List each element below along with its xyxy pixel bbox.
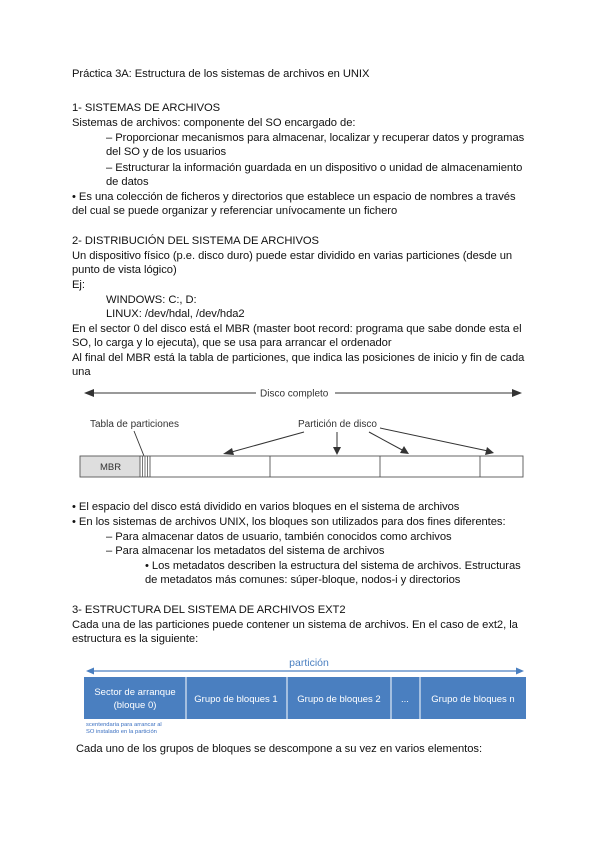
partition-arrow-head-right <box>516 668 524 675</box>
disk-partition-diagram <box>78 384 528 480</box>
disk-arrow-head-right <box>512 389 522 397</box>
section-2-dash-metadata: – Para almacenar los metadatos del sistema de archivos <box>106 545 385 557</box>
disk-arrow-head-left <box>84 389 94 397</box>
partition-table-pointer <box>134 431 144 456</box>
section-2-bullet-blocks: • El espacio del disco está dividido en varios bloques en el sistema de archivos <box>72 501 460 513</box>
section-2-table-line-2: una <box>72 366 91 378</box>
section-3-closing: Cada uno de los grupos de bloques se descompone a su vez en varios elementos: <box>76 743 482 755</box>
partition-arrow-3 <box>369 432 404 451</box>
disk-complete-label: Disco completo <box>260 388 329 400</box>
disk-partition-label: Partición de disco <box>298 419 377 430</box>
section-2-heading: 2- DISTRIBUCIÓN DEL SISTEMA DE ARCHIVOS <box>72 235 319 247</box>
section-3-heading: 3- ESTRUCTURA DEL SISTEMA DE ARCHIVOS EXT2 <box>72 604 346 616</box>
section-2-metadata-line-2: de metadatos más comunes: súper-bloque, nodos-i y directorios <box>145 574 461 586</box>
page-title: Práctica 3A: Estructura de los sistemas de archivos en UNIX <box>72 68 370 80</box>
section-2-mbr-line-2: SO, lo carga y lo ejecuta), que se usa para arrancar el ordenador <box>72 337 392 349</box>
section-2-bullet-uses: • En los sistemas de archivos UNIX, los bloques son utilizados para dos fines diferentes: <box>72 516 506 528</box>
section-1-dash-1b: del SO y de los usuarios <box>106 146 227 158</box>
boot-sector-sublabel: (bloque 0) <box>113 700 157 711</box>
ext2-structure-diagram <box>84 654 526 738</box>
boot-sector-label: Sector de arranque <box>94 687 176 698</box>
block-group-2-label: Grupo de bloques 2 <box>297 694 381 705</box>
section-2-para-line-2: punto de vista lógico) <box>72 264 177 276</box>
section-2-dash-user-data: – Para almacenar datos de usuario, también conocidos como archivos <box>106 531 452 543</box>
boot-note-line-2: SO instalado en la partición <box>86 729 157 735</box>
disk-bar <box>80 456 523 477</box>
section-1-heading: 1- SISTEMAS DE ARCHIVOS <box>72 102 221 114</box>
section-1-bullet-line-1: • Es una colección de ficheros y directorios que establece un espacio de nombres a través <box>72 191 516 203</box>
section-2-metadata-line-1: • Los metadatos describen la estructura del sistema de archivos. Estructuras <box>145 560 521 572</box>
section-1-dash-1a: – Proporcionar mecanismos para almacenar, localizar y recuperar datos y programas <box>106 132 525 144</box>
partition-arrow-1 <box>228 432 304 453</box>
section-2-table-line-1: Al final del MBR está la tabla de particiones, que indica las posiciones de inicio y fin de cada <box>72 352 525 364</box>
section-3-para-line-2: estructura es la siguiente: <box>72 633 199 645</box>
partition-arrow-4 <box>380 428 488 451</box>
section-3-para-line-1: Cada una de las particiones puede contener un sistema de archivos. En el caso de ext2, la <box>72 619 518 631</box>
partition-arrow-head-left <box>86 668 94 675</box>
section-1-dash-2b: de datos <box>106 176 149 188</box>
section-1-dash-2a: – Estructurar la información guardada en un dispositivo o unidad de almacenamiento <box>106 162 523 174</box>
partition-span-label: partición <box>289 657 329 669</box>
section-1-intro: Sistemas de archivos: componente del SO encargado de: <box>72 117 356 129</box>
section-2-example-windows: WINDOWS: C:, D: <box>106 294 197 306</box>
section-1-bullet-line-2: del cual se puede organizar y referenciar unívocamente un fichero <box>72 205 398 217</box>
section-2-mbr-line-1: En el sector 0 del disco está el MBR (master boot record: programa que sabe donde esta el <box>72 323 522 335</box>
section-2-para-line-1: Un dispositivo físico (p.e. disco duro) puede estar dividido en varias particiones (desde un <box>72 250 513 262</box>
ellipsis-label: ... <box>401 694 409 705</box>
block-group-1-label: Grupo de bloques 1 <box>194 694 278 705</box>
partition-table-label: Tabla de particiones <box>90 419 179 430</box>
section-2-example-linux: LINUX: /dev/hdal, /dev/hda2 <box>106 308 245 320</box>
mbr-label: MBR <box>100 462 122 473</box>
block-group-n-label: Grupo de bloques n <box>431 694 515 705</box>
boot-note-line-1: scentendaria para arrancar al <box>86 722 162 728</box>
section-2-example-label: Ej: <box>72 279 85 291</box>
